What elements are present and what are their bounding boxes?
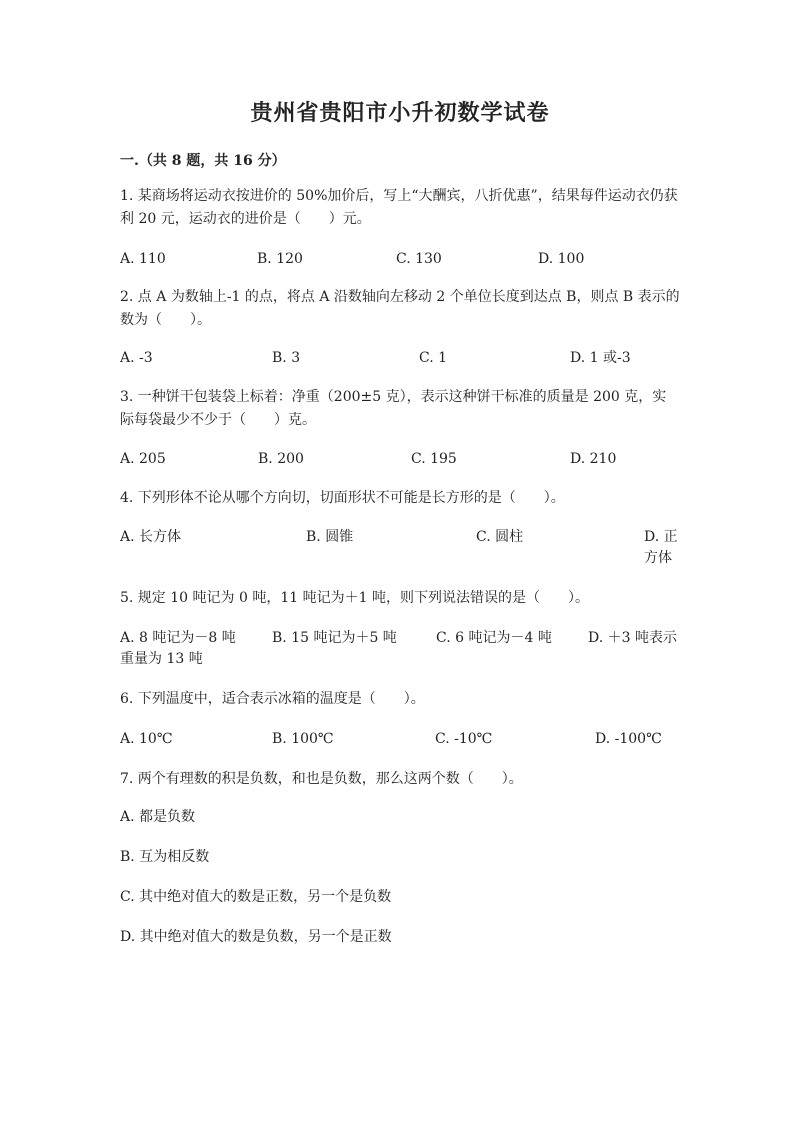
question-option: A. 都是负数 bbox=[120, 809, 196, 825]
question-option: D. -100℃ bbox=[595, 731, 662, 747]
question-option: A. 8 吨记为－8 吨 bbox=[120, 630, 236, 646]
question-option: A. 长方体 bbox=[120, 529, 182, 545]
question-option: D. ＋3 吨表示重量为 13 吨 bbox=[120, 630, 677, 667]
question-stem: 7. 两个有理数的积是负数，和也是负数，那么这两个数（ ）。 bbox=[120, 771, 523, 787]
question-stem: 4. 下列形体不论从哪个方向切，切面形状不可能是长方形的是（ ）。 bbox=[120, 490, 565, 506]
question-option: C. -10℃ bbox=[435, 731, 493, 747]
question-option: D. 其中绝对值大的数是负数，另一个是正数 bbox=[120, 929, 392, 945]
question-stem: 3. 一种饼干包装袋上标着：净重（200±5 克），表示这种饼干标准的质量是 200 克，实际每袋最少不少于（ ）克。 bbox=[120, 389, 667, 428]
question-option: D. 正方体 bbox=[644, 529, 678, 566]
question-option: A. 110 bbox=[120, 251, 166, 267]
question-option: C. 6 吨记为－4 吨 bbox=[436, 630, 552, 646]
question-option: C. 圆柱 bbox=[476, 529, 524, 545]
section-heading: 一.（共 8 题，共 16 分） bbox=[120, 153, 286, 169]
question-option: B. 15 吨记为＋5 吨 bbox=[272, 630, 397, 646]
question-option: D. 1 或-3 bbox=[570, 350, 631, 366]
question-option: B. 100℃ bbox=[272, 731, 334, 747]
question-stem: 5. 规定 10 吨记为 0 吨，11 吨记为＋1 吨，则下列说法错误的是（ ）。 bbox=[120, 590, 589, 606]
question-option: C. 1 bbox=[419, 350, 448, 366]
question-stem: 1. 某商场将运动衣按进价的 50%加价后，写上“大酬宾，八折优惠”，结果每件运动衣仍获利 20 元，运动衣的进价是（ ）元。 bbox=[120, 188, 678, 227]
question-option: A. -3 bbox=[120, 350, 153, 366]
question-option: B. 3 bbox=[272, 350, 301, 366]
question-option: A. 205 bbox=[120, 451, 166, 467]
question-option: C. 其中绝对值大的数是正数，另一个是负数 bbox=[120, 889, 392, 905]
question-stem: 6. 下列温度中，适合表示冰箱的温度是（ ）。 bbox=[120, 691, 425, 707]
question-stem: 2. 点 A 为数轴上-1 的点，将点 A 沿数轴向左移动 2 个单位长度到达点 B，则点 B 表示的数为（ ）。 bbox=[120, 289, 680, 328]
exam-title: 贵州省贵阳市小升初数学试卷 bbox=[250, 100, 550, 126]
question-option: D. 100 bbox=[538, 251, 585, 267]
question-option: C. 130 bbox=[396, 251, 442, 267]
question-option: B. 互为相反数 bbox=[120, 849, 210, 865]
question-option: C. 195 bbox=[411, 451, 457, 467]
question-option: B. 200 bbox=[258, 451, 304, 467]
question-option: B. 圆锥 bbox=[306, 529, 354, 545]
question-option: A. 10℃ bbox=[120, 731, 173, 747]
question-option: B. 120 bbox=[257, 251, 303, 267]
question-option: D. 210 bbox=[570, 451, 617, 467]
